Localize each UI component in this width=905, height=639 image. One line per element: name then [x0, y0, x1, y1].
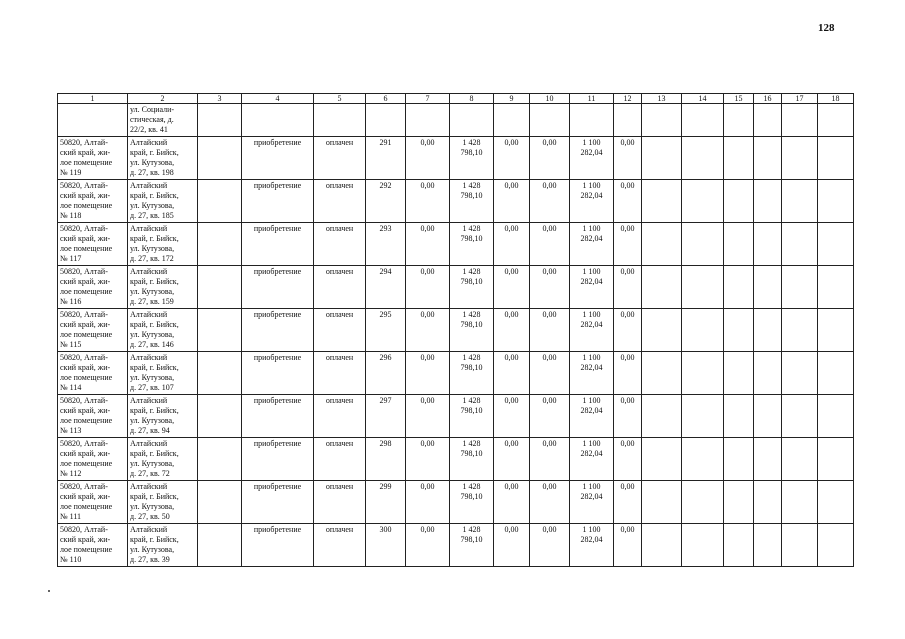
cell-col4: приобретение: [242, 524, 314, 567]
cell-col5: оплачен: [314, 481, 366, 524]
cell-address: Алтайский край, г. Бийск, ул. Кутузова, д. 27, кв. 50: [128, 481, 198, 524]
table-body: [58, 104, 854, 567]
column-number-6: 6: [366, 94, 406, 104]
cell-col14: [682, 352, 724, 395]
cell-col9: 0,00: [494, 481, 530, 524]
cell-col11: 1 100 282,04: [570, 481, 614, 524]
table-row: [58, 309, 854, 352]
cell-col9: 0,00: [494, 180, 530, 223]
column-number-7: 7: [406, 94, 450, 104]
cell-col14: [682, 223, 724, 266]
cell-col15: [724, 137, 754, 180]
cell-col3: [198, 137, 242, 180]
cell-col18: [818, 481, 854, 524]
cell-col10: 0,00: [530, 438, 570, 481]
cell-col9: 0,00: [494, 438, 530, 481]
cell-col18: [818, 395, 854, 438]
cell-col10: 0,00: [530, 352, 570, 395]
cell-col9: 0,00: [494, 137, 530, 180]
cell-col17: [782, 524, 818, 567]
cell-col16: [754, 438, 782, 481]
cell-col11: 1 100 282,04: [570, 524, 614, 567]
cell-col4: приобретение: [242, 180, 314, 223]
cell-col8: 1 428 798,10: [450, 395, 494, 438]
cell-col6: 300: [366, 524, 406, 567]
cell-col12: 0,00: [614, 481, 642, 524]
cell-col14: [682, 524, 724, 567]
cell-col7: 0,00: [406, 438, 450, 481]
cell-col12: 0,00: [614, 524, 642, 567]
cell-col5: оплачен: [314, 137, 366, 180]
cell-col8: 1 428 798,10: [450, 137, 494, 180]
cell-col3: [198, 180, 242, 223]
cell-address: Алтайский край, г. Бийск, ул. Кутузова, д. 27, кв. 39: [128, 524, 198, 567]
column-number-5: 5: [314, 94, 366, 104]
table-row: [58, 137, 854, 180]
table-row: [58, 481, 854, 524]
cell-col18: [818, 180, 854, 223]
cell-col13: [642, 309, 682, 352]
cell-col13: [642, 524, 682, 567]
cell-col11: 1 100 282,04: [570, 180, 614, 223]
table-row: [58, 438, 854, 481]
cell-col6: 294: [366, 266, 406, 309]
cell-col16: [754, 309, 782, 352]
cell-col5: оплачен: [314, 309, 366, 352]
cell-col9: 0,00: [494, 395, 530, 438]
cell-col15: [724, 438, 754, 481]
cell-col5: оплачен: [314, 524, 366, 567]
cell-col10: 0,00: [530, 395, 570, 438]
cell-col10: 0,00: [530, 481, 570, 524]
column-number-12: 12: [614, 94, 642, 104]
cell-col15: [724, 266, 754, 309]
cell-col5: оплачен: [314, 266, 366, 309]
cell-col5: оплачен: [314, 223, 366, 266]
cell-col11: 1 100 282,04: [570, 395, 614, 438]
cell-col16: [754, 524, 782, 567]
cell-col16: [754, 481, 782, 524]
cell-col6: 291: [366, 137, 406, 180]
column-number-2: 2: [128, 94, 198, 104]
cell-col17: [782, 438, 818, 481]
cell-col6: 299: [366, 481, 406, 524]
cell-col6: 292: [366, 180, 406, 223]
cell-col16: [754, 266, 782, 309]
cell-col11: 1 100 282,04: [570, 438, 614, 481]
column-number-18: 18: [818, 94, 854, 104]
cell-address: Алтайский край, г. Бийск, ул. Кутузова, д. 27, кв. 159: [128, 266, 198, 309]
cell-col18: [818, 266, 854, 309]
cell-col3: [198, 524, 242, 567]
cell-col8: 1 428 798,10: [450, 309, 494, 352]
scan-speck: [48, 590, 50, 592]
cell-col15: [724, 352, 754, 395]
table-row-continuation: [58, 104, 854, 137]
cell-col13: [642, 137, 682, 180]
cell-col12: 0,00: [614, 137, 642, 180]
table-row: [58, 524, 854, 567]
cell-col13: [642, 481, 682, 524]
cell-col7: 0,00: [406, 223, 450, 266]
cell-col16: [754, 223, 782, 266]
column-number-13: 13: [642, 94, 682, 104]
register-table: [57, 93, 854, 567]
cell-address: Алтайский край, г. Бийск, ул. Кутузова, д. 27, кв. 94: [128, 395, 198, 438]
cell-col18: [818, 309, 854, 352]
cell-object: 50820, Алтай- ский край, жи- лое помещение № 118: [58, 180, 128, 223]
cell-col6: 296: [366, 352, 406, 395]
cell-col10: 0,00: [530, 180, 570, 223]
cell-col10: 0,00: [530, 309, 570, 352]
column-number-4: 4: [242, 94, 314, 104]
cell-address: Алтайский край, г. Бийск, ул. Кутузова, д. 27, кв. 198: [128, 137, 198, 180]
cell-col8: 1 428 798,10: [450, 266, 494, 309]
cell-col3: [198, 395, 242, 438]
cell-col4: приобретение: [242, 266, 314, 309]
cell-col14: [682, 481, 724, 524]
cell-col11: 1 100 282,04: [570, 352, 614, 395]
cell-col12: 0,00: [614, 352, 642, 395]
cell-col5: оплачен: [314, 352, 366, 395]
cell-col18: [818, 438, 854, 481]
cell-col3: [198, 352, 242, 395]
cell-col16: [754, 395, 782, 438]
cell-col4: приобретение: [242, 137, 314, 180]
column-number-8: 8: [450, 94, 494, 104]
cell-col12: 0,00: [614, 395, 642, 438]
cell-col5: оплачен: [314, 438, 366, 481]
cell-col16: [754, 352, 782, 395]
cell-col17: [782, 481, 818, 524]
cell-col10: 0,00: [530, 137, 570, 180]
cell-col7: 0,00: [406, 309, 450, 352]
column-number-1: 1: [58, 94, 128, 104]
cell-col13: [642, 395, 682, 438]
column-number-10: 10: [530, 94, 570, 104]
cell-col10: 0,00: [530, 524, 570, 567]
table-row: [58, 223, 854, 266]
cell-col15: [724, 395, 754, 438]
cell-col7: 0,00: [406, 137, 450, 180]
cell-col11: 1 100 282,04: [570, 137, 614, 180]
cell-col9: 0,00: [494, 352, 530, 395]
cell-col18: [818, 223, 854, 266]
cell-col9: 0,00: [494, 266, 530, 309]
cell-col6: 295: [366, 309, 406, 352]
cell-col12: 0,00: [614, 266, 642, 309]
cell-col6: 297: [366, 395, 406, 438]
cell-col9: 0,00: [494, 223, 530, 266]
cell-col8: 1 428 798,10: [450, 481, 494, 524]
cell-col8: 1 428 798,10: [450, 180, 494, 223]
cell-col4: приобретение: [242, 309, 314, 352]
cell-object: 50820, Алтай- ский край, жи- лое помещение № 115: [58, 309, 128, 352]
cell-col15: [724, 524, 754, 567]
cell-col18: [818, 352, 854, 395]
cell-col7: 0,00: [406, 395, 450, 438]
column-number-17: 17: [782, 94, 818, 104]
cell-col8: 1 428 798,10: [450, 438, 494, 481]
cell-object: 50820, Алтай- ский край, жи- лое помещение № 113: [58, 395, 128, 438]
cell-col4: приобретение: [242, 223, 314, 266]
cell-col17: [782, 352, 818, 395]
cell-col16: [754, 180, 782, 223]
cell-col15: [724, 309, 754, 352]
cell-address: Алтайский край, г. Бийск, ул. Кутузова, д. 27, кв. 185: [128, 180, 198, 223]
cell-col8: 1 428 798,10: [450, 352, 494, 395]
cell-col4: приобретение: [242, 438, 314, 481]
cell-col15: [724, 223, 754, 266]
table-row: [58, 395, 854, 438]
cell-col4: приобретение: [242, 481, 314, 524]
cell-col13: [642, 438, 682, 481]
column-number-14: 14: [682, 94, 724, 104]
cell-col3: [198, 438, 242, 481]
cell-col16: [754, 137, 782, 180]
cell-col13: [642, 266, 682, 309]
column-number-11: 11: [570, 94, 614, 104]
cell-col7: 0,00: [406, 481, 450, 524]
cell-col7: 0,00: [406, 266, 450, 309]
column-number-9: 9: [494, 94, 530, 104]
cell-object: 50820, Алтай- ский край, жи- лое помещение № 117: [58, 223, 128, 266]
cell-col13: [642, 223, 682, 266]
column-number-15: 15: [724, 94, 754, 104]
cell-object: 50820, Алтай- ский край, жи- лое помещение № 116: [58, 266, 128, 309]
cell-object: [58, 104, 128, 137]
cell-object: 50820, Алтай- ский край, жи- лое помещение № 110: [58, 524, 128, 567]
page-number: 128: [818, 22, 835, 34]
table-row: [58, 180, 854, 223]
cell-object: 50820, Алтай- ский край, жи- лое помещение № 119: [58, 137, 128, 180]
cell-col7: 0,00: [406, 352, 450, 395]
cell-col9: 0,00: [494, 524, 530, 567]
cell-col10: 0,00: [530, 266, 570, 309]
table-row: [58, 266, 854, 309]
cell-col4: приобретение: [242, 395, 314, 438]
cell-col14: [682, 266, 724, 309]
cell-address: Алтайский край, г. Бийск, ул. Кутузова, д. 27, кв. 107: [128, 352, 198, 395]
cell-col18: [818, 524, 854, 567]
cell-col9: 0,00: [494, 309, 530, 352]
cell-col17: [782, 266, 818, 309]
cell-col17: [782, 309, 818, 352]
cell-address: Алтайский край, г. Бийск, ул. Кутузова, д. 27, кв. 72: [128, 438, 198, 481]
cell-col12: 0,00: [614, 309, 642, 352]
cell-col14: [682, 438, 724, 481]
cell-col3: [198, 223, 242, 266]
cell-col3: [198, 481, 242, 524]
cell-col6: 298: [366, 438, 406, 481]
cell-col11: 1 100 282,04: [570, 309, 614, 352]
cell-col12: 0,00: [614, 180, 642, 223]
cell-col5: оплачен: [314, 180, 366, 223]
cell-col8: 1 428 798,10: [450, 223, 494, 266]
cell-col14: [682, 180, 724, 223]
cell-col7: 0,00: [406, 524, 450, 567]
cell-col17: [782, 395, 818, 438]
cell-object: 50820, Алтай- ский край, жи- лое помещение № 114: [58, 352, 128, 395]
column-number-3: 3: [198, 94, 242, 104]
cell-col4: приобретение: [242, 352, 314, 395]
table-row: [58, 352, 854, 395]
cell-col6: 293: [366, 223, 406, 266]
cell-col3: [198, 309, 242, 352]
cell-object: 50820, Алтай- ский край, жи- лое помещение № 111: [58, 481, 128, 524]
cell-col14: [682, 309, 724, 352]
cell-col17: [782, 180, 818, 223]
cell-address: Алтайский край, г. Бийск, ул. Кутузова, д. 27, кв. 146: [128, 309, 198, 352]
cell-col17: [782, 223, 818, 266]
cell-col12: 0,00: [614, 223, 642, 266]
cell-col11: 1 100 282,04: [570, 223, 614, 266]
cell-col10: 0,00: [530, 223, 570, 266]
cell-col8: 1 428 798,10: [450, 524, 494, 567]
cell-col14: [682, 137, 724, 180]
cell-col17: [782, 137, 818, 180]
cell-col11: 1 100 282,04: [570, 266, 614, 309]
cell-address: ул. Социали- стическая, д. 22/2, кв. 41: [128, 104, 198, 137]
cell-col7: 0,00: [406, 180, 450, 223]
cell-col5: оплачен: [314, 395, 366, 438]
column-number-16: 16: [754, 94, 782, 104]
cell-col15: [724, 481, 754, 524]
cell-col14: [682, 395, 724, 438]
cell-col3: [198, 266, 242, 309]
cell-col13: [642, 352, 682, 395]
cell-col15: [724, 180, 754, 223]
cell-col13: [642, 180, 682, 223]
cell-address: Алтайский край, г. Бийск, ул. Кутузова, д. 27, кв. 172: [128, 223, 198, 266]
cell-col12: 0,00: [614, 438, 642, 481]
cell-col18: [818, 137, 854, 180]
cell-object: 50820, Алтай- ский край, жи- лое помещение № 112: [58, 438, 128, 481]
column-number-row: [58, 94, 854, 104]
